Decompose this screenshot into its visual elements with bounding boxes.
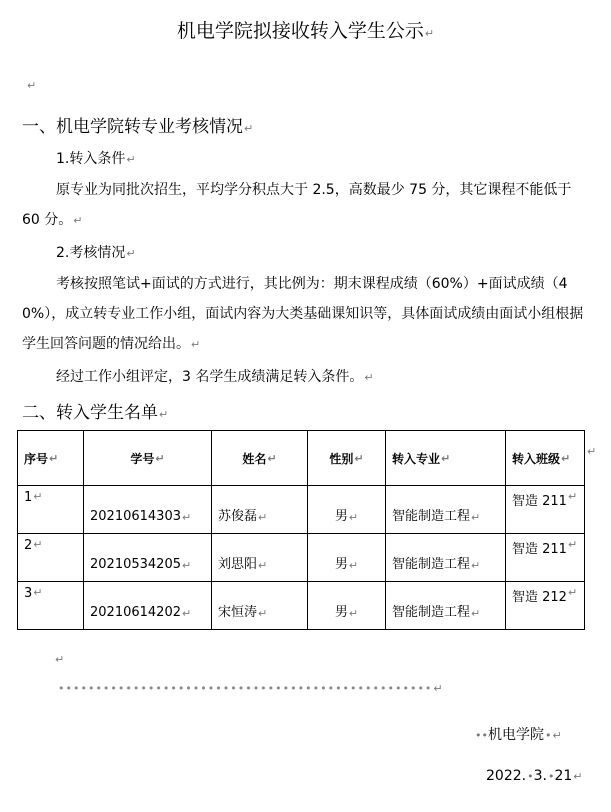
column-header-name: 姓名 ↵ (212, 431, 308, 486)
empty-paragraph (26, 74, 36, 93)
paragraph-assessment (22, 269, 584, 360)
cell-mark-icon: ↵ (181, 559, 192, 572)
cell-mark-icon: ↵ (561, 451, 571, 465)
paragraph-text: 原专业为同批次招生，平均学分积点大于 2.5，高数最少 75 分，其它课程不能低于 60 分。 (22, 182, 572, 228)
cell-mark-icon: ↵ (567, 538, 578, 551)
table-row (18, 534, 585, 582)
table-header-row (18, 431, 585, 486)
paragraph-mark-icon: ↵ (552, 729, 562, 742)
cell-mark-icon: ↵ (181, 607, 192, 620)
column-header-class: 转入班级 ↵ (506, 431, 585, 486)
row-end-mark-icon: ↵ (587, 445, 597, 458)
cell-mark-icon: ↵ (49, 451, 59, 465)
student-table (17, 430, 585, 630)
table-row (18, 582, 585, 630)
cell-no: 1 ↵ (18, 486, 84, 534)
space-mark-icon: • (547, 770, 555, 783)
paragraph-text: 经过工作小组评定，3 名学生成绩满足转入条件。 (56, 369, 364, 385)
signature-organization (474, 724, 562, 744)
document-title (0, 16, 611, 43)
table-row (18, 486, 585, 534)
cell-mark-icon: ↵ (33, 538, 43, 551)
cell-no: 3 ↵ (18, 582, 84, 630)
cell-mark-icon: ↵ (33, 490, 43, 503)
signature-date (486, 768, 583, 784)
paragraph-mark-icon: ↵ (159, 408, 169, 421)
cell-mark-icon: ↵ (348, 607, 359, 620)
item-label-assessment (56, 238, 136, 269)
section-heading-text: 二、转入学生名单 (22, 403, 158, 423)
section-heading-assessment (22, 112, 253, 137)
cell-mark-icon: ↵ (441, 451, 451, 465)
column-header-major: 转入专业 ↵ (386, 431, 506, 486)
section-heading-text: 一、机电学院转专业考核情况 (22, 117, 243, 137)
item-label-text: 1.转入条件 (56, 151, 126, 167)
cell-class: 智造 211 ↵ (506, 534, 585, 582)
cell-mark-icon: ↵ (348, 559, 359, 572)
paragraph-mark-icon: ↵ (126, 247, 136, 260)
paragraph-mark-icon: ↵ (433, 682, 444, 695)
paragraph-mark-icon: ↵ (364, 371, 374, 384)
paragraph-transfer-conditions (22, 175, 584, 236)
cell-name: 宋恒涛 ↵ (212, 582, 308, 630)
paragraph-mark-icon: ↵ (244, 122, 254, 135)
cell-class: 智造 212 ↵ (506, 582, 585, 630)
cell-mark-icon: ↵ (155, 451, 165, 465)
cell-gender: 男 ↵ (308, 582, 386, 630)
cell-mark-icon: ↵ (267, 451, 277, 465)
cell-mark-icon: ↵ (567, 490, 578, 503)
date-month: 3. (533, 768, 547, 784)
cell-mark-icon: ↵ (258, 559, 268, 572)
paragraph-result (22, 362, 584, 393)
cell-mark-icon: ↵ (33, 586, 43, 599)
cell-class: 智造 211 ↵ (506, 486, 585, 534)
cell-major: 智能制造工程 ↵ (386, 534, 506, 582)
space-mark-icon: • (544, 729, 552, 742)
date-day: 21 (554, 768, 573, 784)
cell-mark-icon: ↵ (348, 511, 359, 524)
paragraph-mark-icon: ↵ (424, 27, 435, 40)
cell-mark-icon: ↵ (471, 559, 481, 572)
paragraph-mark-icon: ↵ (191, 338, 201, 351)
cell-id: 20210614202 ↵ (84, 582, 212, 630)
cell-mark-icon: ↵ (471, 607, 481, 620)
space-marks: ••••••••••••••••••••••••••••••••••••••••••••••••••↵ (58, 682, 444, 695)
section-heading-student-list (22, 398, 168, 423)
empty-paragraph (54, 648, 64, 667)
cell-mark-icon: ↵ (258, 607, 268, 620)
cell-mark-icon: ↵ (354, 451, 364, 465)
cell-id: 20210614303 ↵ (84, 486, 212, 534)
cell-major: 智能制造工程 ↵ (386, 582, 506, 630)
cell-gender: 男 ↵ (308, 486, 386, 534)
paragraph-mark-icon: ↵ (73, 214, 83, 227)
column-header-id: 学号 ↵ (84, 431, 212, 486)
item-label-transfer-conditions (56, 144, 136, 175)
paragraph-mark-icon: ↵ (126, 153, 136, 166)
column-header-gender: 性别 ↵ (308, 431, 386, 486)
cell-name: 刘思阳 ↵ (212, 534, 308, 582)
document-title-text: 机电学院拟接收转入学生公示 (176, 20, 424, 42)
cell-mark-icon: ↵ (567, 586, 578, 599)
item-label-text: 2.考核情况 (56, 245, 126, 261)
space-mark-icon: •• (475, 729, 488, 742)
paragraph-text: 考核按照笔试+面试的方式进行，其比例为：期末课程成绩（60%）+面试成绩（40%），成立转专业工作小组，面试内容为大类基础课知识等，具体面试成绩由面试小组根据学生回答问题的情况给出。 (22, 276, 584, 352)
paragraph-mark-icon: ↵ (573, 770, 583, 783)
column-header-no: 序号 ↵ (18, 431, 84, 486)
cell-name: 苏俊磊 ↵ (212, 486, 308, 534)
paragraph-mark-icon: ↵ (55, 653, 65, 666)
cell-gender: 男 ↵ (308, 534, 386, 582)
cell-id: 20210534205 ↵ (84, 534, 212, 582)
space-mark-icon: • (527, 770, 534, 783)
organization-text: 机电学院 (487, 727, 544, 743)
date-year: 2022. (486, 768, 527, 784)
cell-no: 2 ↵ (18, 534, 84, 582)
paragraph-mark-icon: ↵ (27, 79, 37, 92)
cell-mark-icon: ↵ (471, 511, 481, 524)
cell-mark-icon: ↵ (181, 511, 192, 524)
cell-mark-icon: ↵ (258, 511, 268, 524)
cell-major: 智能制造工程 ↵ (386, 486, 506, 534)
